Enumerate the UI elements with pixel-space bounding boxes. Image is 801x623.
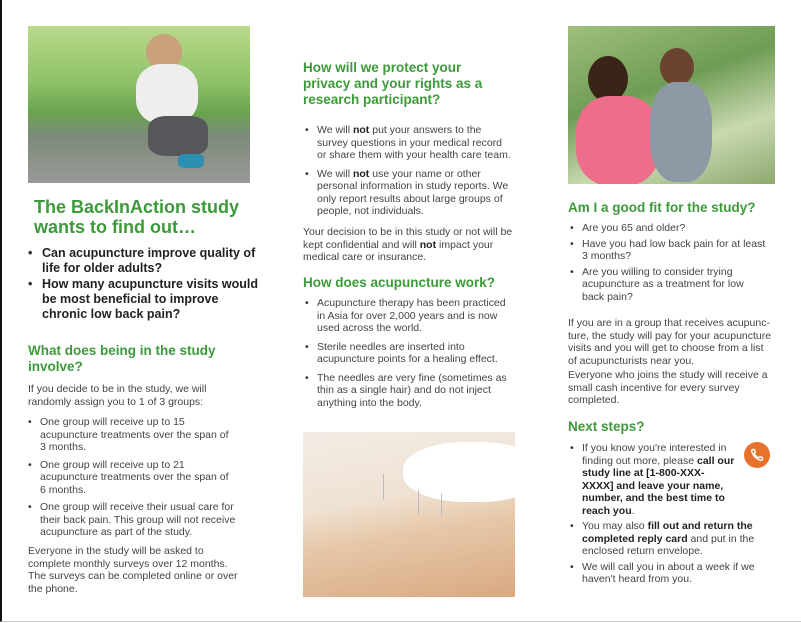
privacy-list [303, 124, 513, 218]
list-item: • You may also fill out and return the completed reply card and put in the enclosed return envelope. [568, 520, 768, 558]
study-questions-list [26, 246, 260, 322]
incentive-text: Everyone who joins the study will receive a small cash incentive for every survey completed. [568, 369, 768, 406]
involve-intro: If you decide to be in the study, we will randomly assign you to 1 of 3 groups: [28, 383, 207, 408]
list-item: • One group will receive their usual care for their back pain. This group will not receive acupuncture as part of the study. [26, 501, 236, 539]
involve-heading: What does being in the study involve? [28, 343, 216, 374]
list-item: • Are you willing to consider trying acupuncture as a treatment for low back pain? [568, 266, 768, 304]
group-payment-text: If you are in a group that receives acupunc-ture, the study will pay for your acupuncture visits and you will get to choose from a list of acupuncturists near you. [568, 317, 772, 367]
list-item: • Sterile needles are inserted into acupuncture points for a healing effect. [303, 341, 513, 366]
list-item: • One group will receive up to 21 acupuncture treatments over the span of 6 months. [26, 459, 236, 497]
list-item: • Have you had low back pain for at least 3 months? [568, 238, 768, 263]
surveys-text: Everyone in the study will be asked to complete monthly surveys over 12 months. The surveys can be completed online or over the phone. [28, 545, 238, 595]
list-item: • One group will receive up to 15 acupuncture treatments over the span of 3 months. [26, 416, 236, 454]
list-item: • We will not use your name or other personal information in study reports. We only report results about large groups of people, not individuals. [303, 168, 513, 218]
decision-text: Your decision to be in this study or not will be kept confidential and will not impact your medical care or insurance. [303, 226, 513, 263]
works-heading: How does acupuncture work? [303, 275, 496, 290]
list-item: • Are you 65 and older? [568, 222, 768, 235]
list-item: • If you know you're interested in finding out more, please call our study line at [1-800-XXX-XXXX] and leave your name, number, and the best time to reach you. [568, 442, 768, 517]
photo-two-women-walking [568, 26, 775, 184]
next-steps-heading: Next steps? [568, 419, 645, 434]
works-list [303, 297, 513, 409]
list-item: • The needles are very fine (sometimes as thin as a single hair) and do not inject anything into the body. [303, 372, 513, 410]
fit-heading: Am I a good fit for the study? [568, 200, 756, 215]
list-item: • Can acupuncture improve quality of life for older adults? [26, 246, 260, 276]
photo-acupuncture-back [303, 432, 515, 597]
study-title: The BackInAction study wants to find out… [34, 197, 240, 237]
list-item: • We will call you in about a week if we haven't heard from you. [568, 561, 768, 586]
list-item: • We will not put your answers to the survey questions in your medical record or share them with your health care team. [303, 124, 513, 162]
fit-list [568, 222, 768, 303]
privacy-heading: How will we protect your privacy and your rights as a research participant? [303, 60, 483, 107]
next-steps-list [568, 442, 768, 586]
list-item: • Acupuncture therapy has been practiced in Asia for over 2,000 years and is now used across the world. [303, 297, 513, 335]
groups-list [26, 416, 236, 539]
list-item: • How many acupuncture visits would be most beneficial to improve chronic low back pain? [26, 277, 260, 322]
photo-older-man-tying-shoe [28, 26, 250, 183]
